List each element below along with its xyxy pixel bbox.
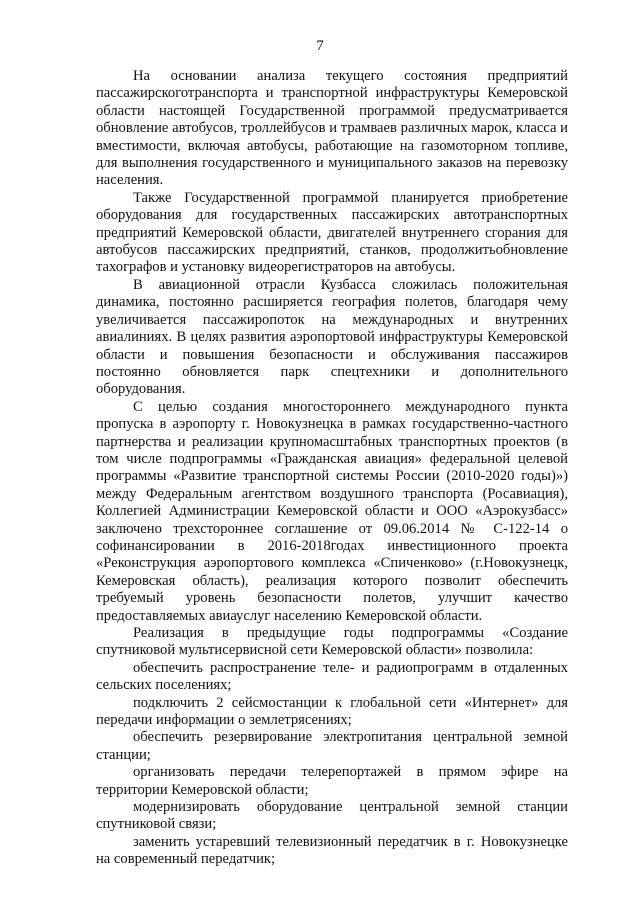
list-item-live-broadcast: организовать передачи телерепортажей в прямом эфире на территории Кемеровской области; [96,764,568,798]
list-item-modernize-station: модернизировать оборудование центральной земной станции спутниковой связи; [96,799,568,833]
list-item-replace-transmitter: заменить устаревший телевизионный передатчик в г. Новокузнецке на современный передатчик; [96,833,568,868]
document-body [96,68,568,869]
paragraph-aviation-dynamics: В авиационной отрасли Кузбасса сложилась положительная динамика, постоянно расширяется география полетов, благодаря чему увеличивается пассажиропоток на международных и внутренних авиалиниях. В целях развития аэропортовой инфраструктуры Кемеровской области и повышения безопасности и обслуживания пассажиров постоянно обновляется парк спецтехники и дополнительного оборудования. [96,276,568,398]
list-item-power-backup: обеспечить резервирование электропитания центральной земной станции; [96,729,568,763]
page-number: 7 [316,38,324,54]
paragraph-bus-renewal: На основании анализа текущего состояния предприятий пассажирскоготранспорта и транспортной инфраструктуры Кемеровской области настоящей Государственной программой предусматривается обновление автобусов, троллейбусов и трамваев различных марок, класса и вместимости, включая автобусы, работающие на газомоторном топливе, для выполнения государственного и муниципального заказов на перевозку населения. [96,68,568,189]
list-item-seismic-stations: подключить 2 сейсмостанции к глобальной сети «Интернет» для передачи информации о землетрясениях; [96,694,568,729]
list-item-broadcast: обеспечить распространение теле- и радиопрограмм в отдаленных сельских поселениях; [96,659,568,694]
paragraph-novokuznetsk-airport: С целью создания многостороннего международного пункта пропуска в аэропорту г. Новокузнецка в рамках государственно-частного партнерства и реализации крупномасштабных транспортных проектов (в том числе подпрограммы «Гражданская авиация» федеральной целевой программы «Развитие транспортной системы России (2010-2020 годы)») между Федеральным агентством воздушного транспорта (Росавиация), Коллегией Администрации Кемеровской области и ООО «Аэрокузбасс» заключено трехстороннее соглашение от 09.06.2014 № С-122-14 о софинансировании в 2016-2018годах инвестиционного проекта «Реконструкция аэропортового комплекса «Спиченково» (г.Новокузнецк, Кемеровская область), реализация которого позволит обеспечить требуемый уровень безопасности полетов, улучшит качество предоставляемых авиауслуг населению Кемеровской области. [96,398,568,624]
paragraph-satellite-network-intro: Реализация в предыдущие годы подпрограммы «Создание спутниковой мультисервисной сети Кемеровской области» позволила: [96,625,568,659]
paragraph-equipment-purchase: Также Государственной программой планируется приобретение оборудования для государственных пассажирских автотранспортных предприятий Кемеровской области, двигателей внутреннего сгорания для автобусов пассажирских предприятий, станков, продолжитьобновление тахографов и установку видеорегистраторов на автобусы. [96,189,568,276]
